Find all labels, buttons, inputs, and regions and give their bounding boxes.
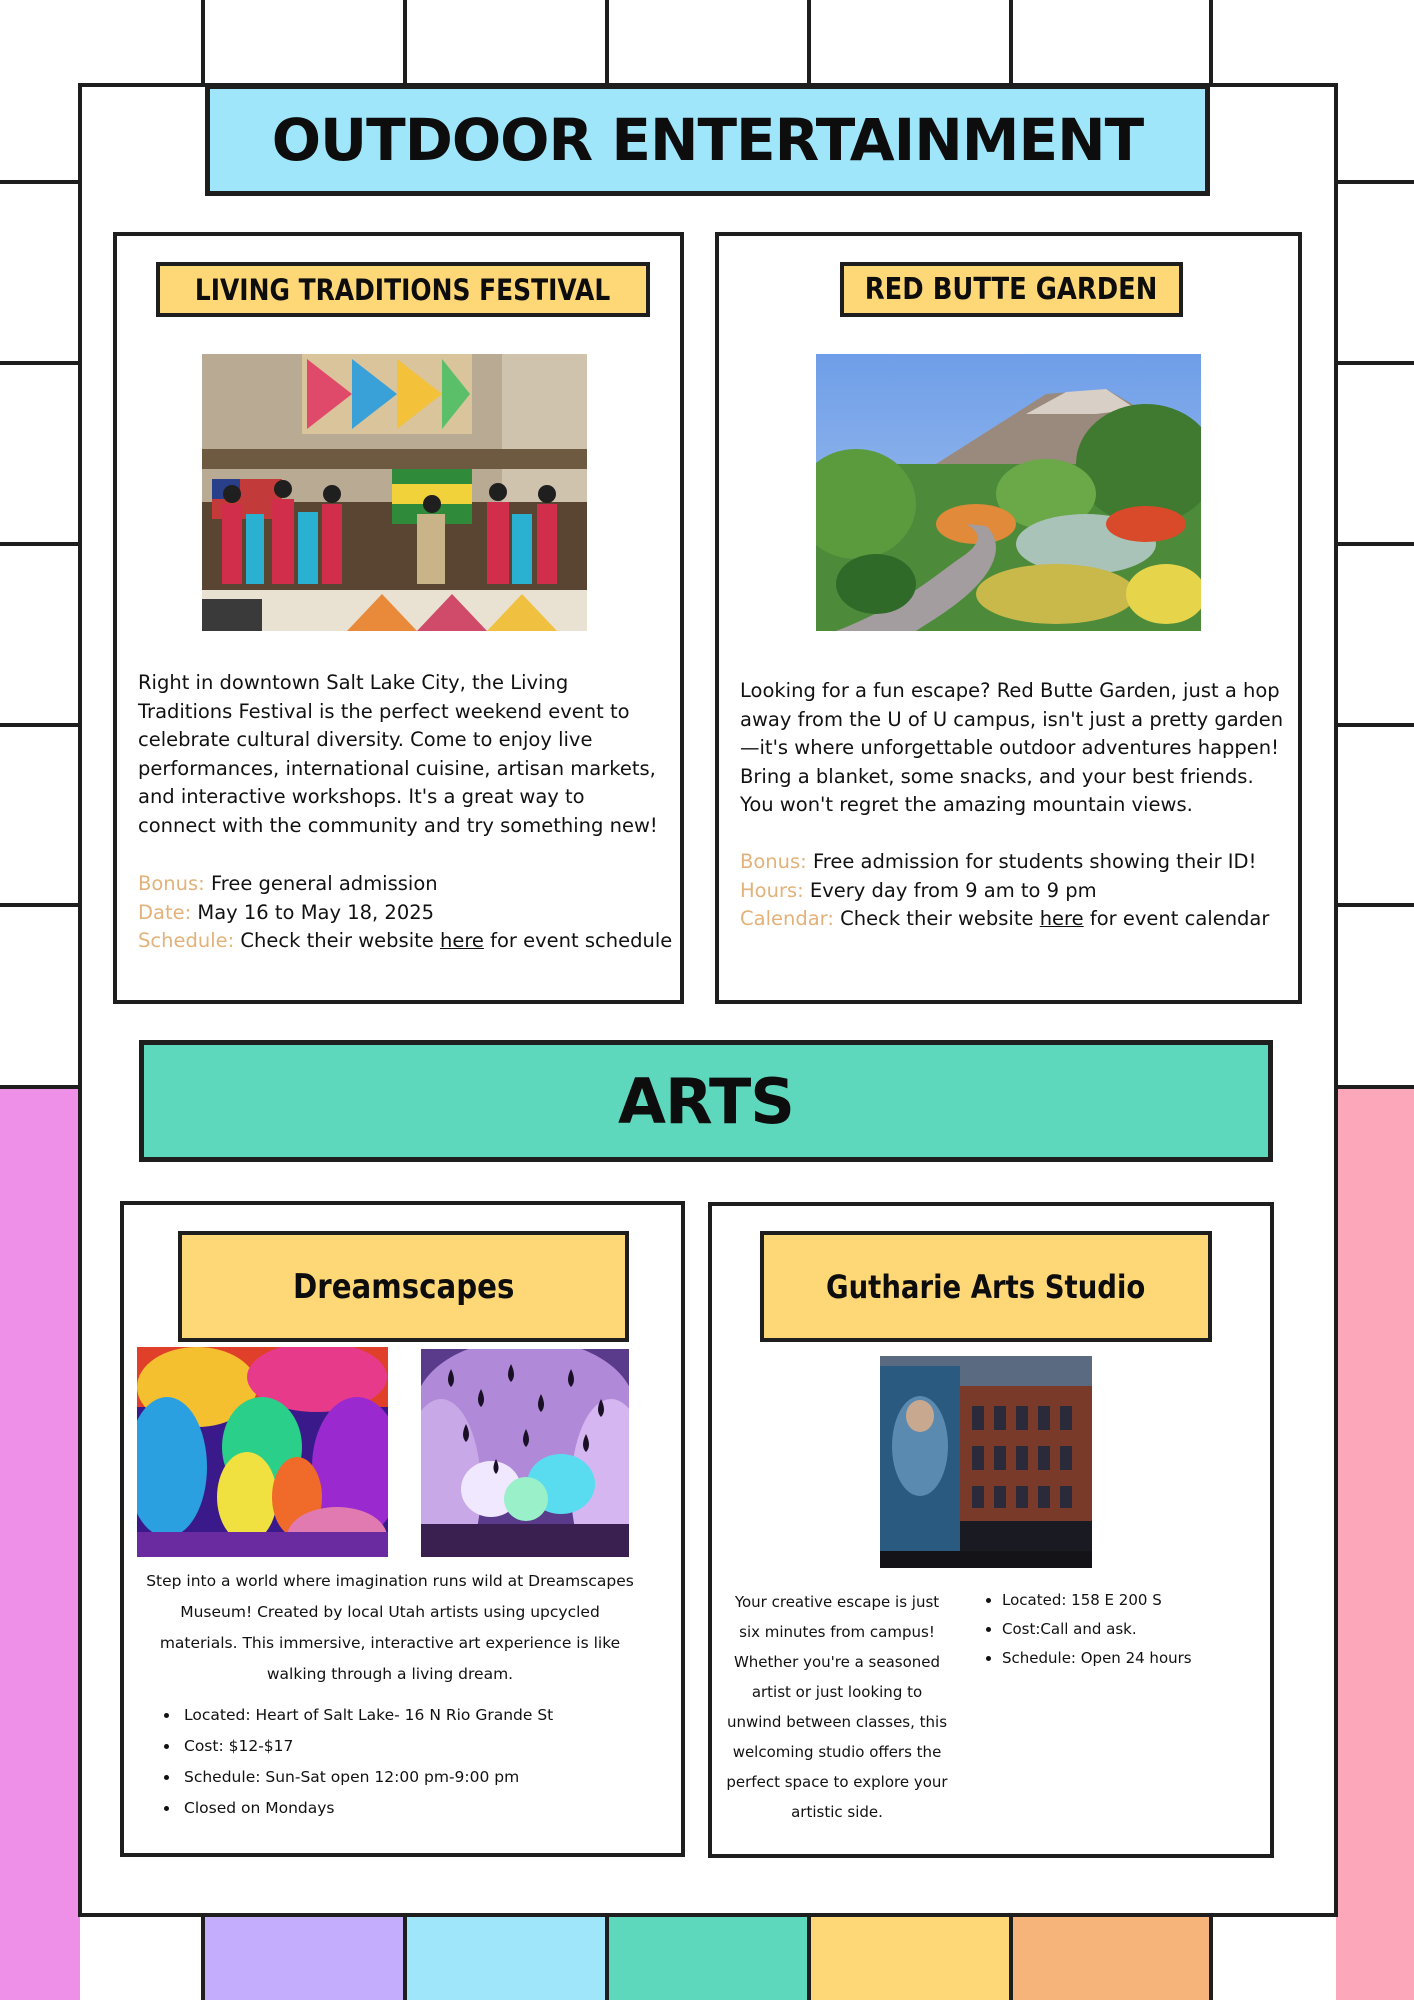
festival-dancers-photo (202, 354, 587, 631)
living-traditions-description: Right in downtown Salt Lake City, the Living Traditions Festival is the perfect weekend event to celebrate cultural diversity. Come to enjoy live performances, international cuisine, artisan markets, and interactive workshops. It's a great way to connect with the community and try something new! (138, 671, 658, 837)
hours-label: Hours: (740, 878, 804, 902)
calendar-link[interactable]: here (1039, 907, 1084, 930)
red-butte-description: Looking for a fun escape? Red Butte Garden, just a hop away from the U of U campus, isn't just a pretty garden—it's where unforgettable outdoor adventures happen! Bring a blanket, some snacks, and your best friends. You won't regret the amazing mountain views. (740, 679, 1284, 816)
calendar-label: Calendar: (740, 907, 834, 930)
date-row (138, 899, 678, 928)
bonus-row (740, 848, 1300, 877)
bullet-item: • Schedule: Open 24 hours (1002, 1644, 1268, 1673)
bonus-value: Free general admission (210, 872, 438, 895)
dreamscapes-bullets (152, 1700, 672, 1824)
calendar-text: Check their website (840, 907, 1034, 930)
outdoor-entertainment-banner (205, 84, 1210, 196)
bullet-item: • Closed on Mondays (180, 1793, 672, 1824)
brick-building-mural-photo (880, 1356, 1092, 1568)
dreamscapes-title-tag (178, 1231, 629, 1342)
schedule-text-end: for event schedule (490, 929, 673, 952)
gutharie-description: Your creative escape is just six minutes from campus! Whether you're a seasoned artist or just looking to unwind between classes, this welcoming studio offers the perfect space to explore your artistic side. (726, 1593, 948, 1821)
rainbow-room-photo (137, 1347, 388, 1557)
hours-value: Every day from 9 am to 9 pm (809, 878, 1097, 902)
arts-banner (139, 1040, 1273, 1162)
card-title: RED BUTTE GARDEN (865, 272, 1158, 307)
date-value: May 16 to May 18, 2025 (197, 900, 435, 924)
dreamscapes-description: Step into a world where imagination runs wild at Dreamscapes Museum! Created by local Utah artists using upcycled materials. This immersive, interactive art experience is like walking through a living dream. (146, 1572, 634, 1683)
card-title: LIVING TRADITIONS FESTIVAL (195, 272, 611, 307)
card-title: Dreamscapes (292, 1266, 515, 1307)
calendar-text-end: for event calendar (1089, 907, 1270, 930)
card-title: Gutharie Arts Studio (826, 1267, 1146, 1306)
bullet-item: • Schedule: Sun-Sat open 12:00 pm-9:00 pm (180, 1762, 672, 1793)
bonus-row (138, 870, 678, 899)
garden-mountain-photo (816, 354, 1201, 631)
bonus-value: Free admission for students showing their ID! (812, 850, 1257, 873)
red-butte-details (740, 848, 1300, 934)
section-title: OUTDOOR ENTERTAINMENT (271, 106, 1144, 174)
bullet-item: • Cost:Call and ask. (1002, 1615, 1268, 1644)
calendar-row (740, 905, 1300, 934)
bullet-item: • Cost: $12-$17 (180, 1731, 672, 1762)
schedule-text: Check their website (240, 929, 434, 952)
bullet-item: • Located: Heart of Salt Lake- 16 N Rio Grande St (180, 1700, 672, 1731)
living-traditions-details (138, 870, 678, 956)
living-traditions-title-tag (156, 262, 650, 317)
bonus-label: Bonus: (740, 850, 807, 873)
date-label: Date: (138, 900, 192, 924)
red-butte-title-tag (840, 262, 1183, 317)
hours-row (740, 877, 1300, 906)
gutharie-title-tag (760, 1231, 1212, 1342)
schedule-label: Schedule: (138, 929, 235, 952)
bonus-label: Bonus: (138, 872, 205, 895)
section-title: ARTS (618, 1064, 794, 1138)
gutharie-bullets (978, 1586, 1268, 1673)
pink-panel-left (0, 1085, 80, 2000)
bullet-item: • Located: 158 E 200 S (1002, 1586, 1268, 1615)
schedule-link[interactable]: here (439, 929, 484, 952)
schedule-row (138, 927, 678, 956)
cave-drops-photo (421, 1349, 629, 1557)
rose-panel-right (1336, 1085, 1414, 2000)
